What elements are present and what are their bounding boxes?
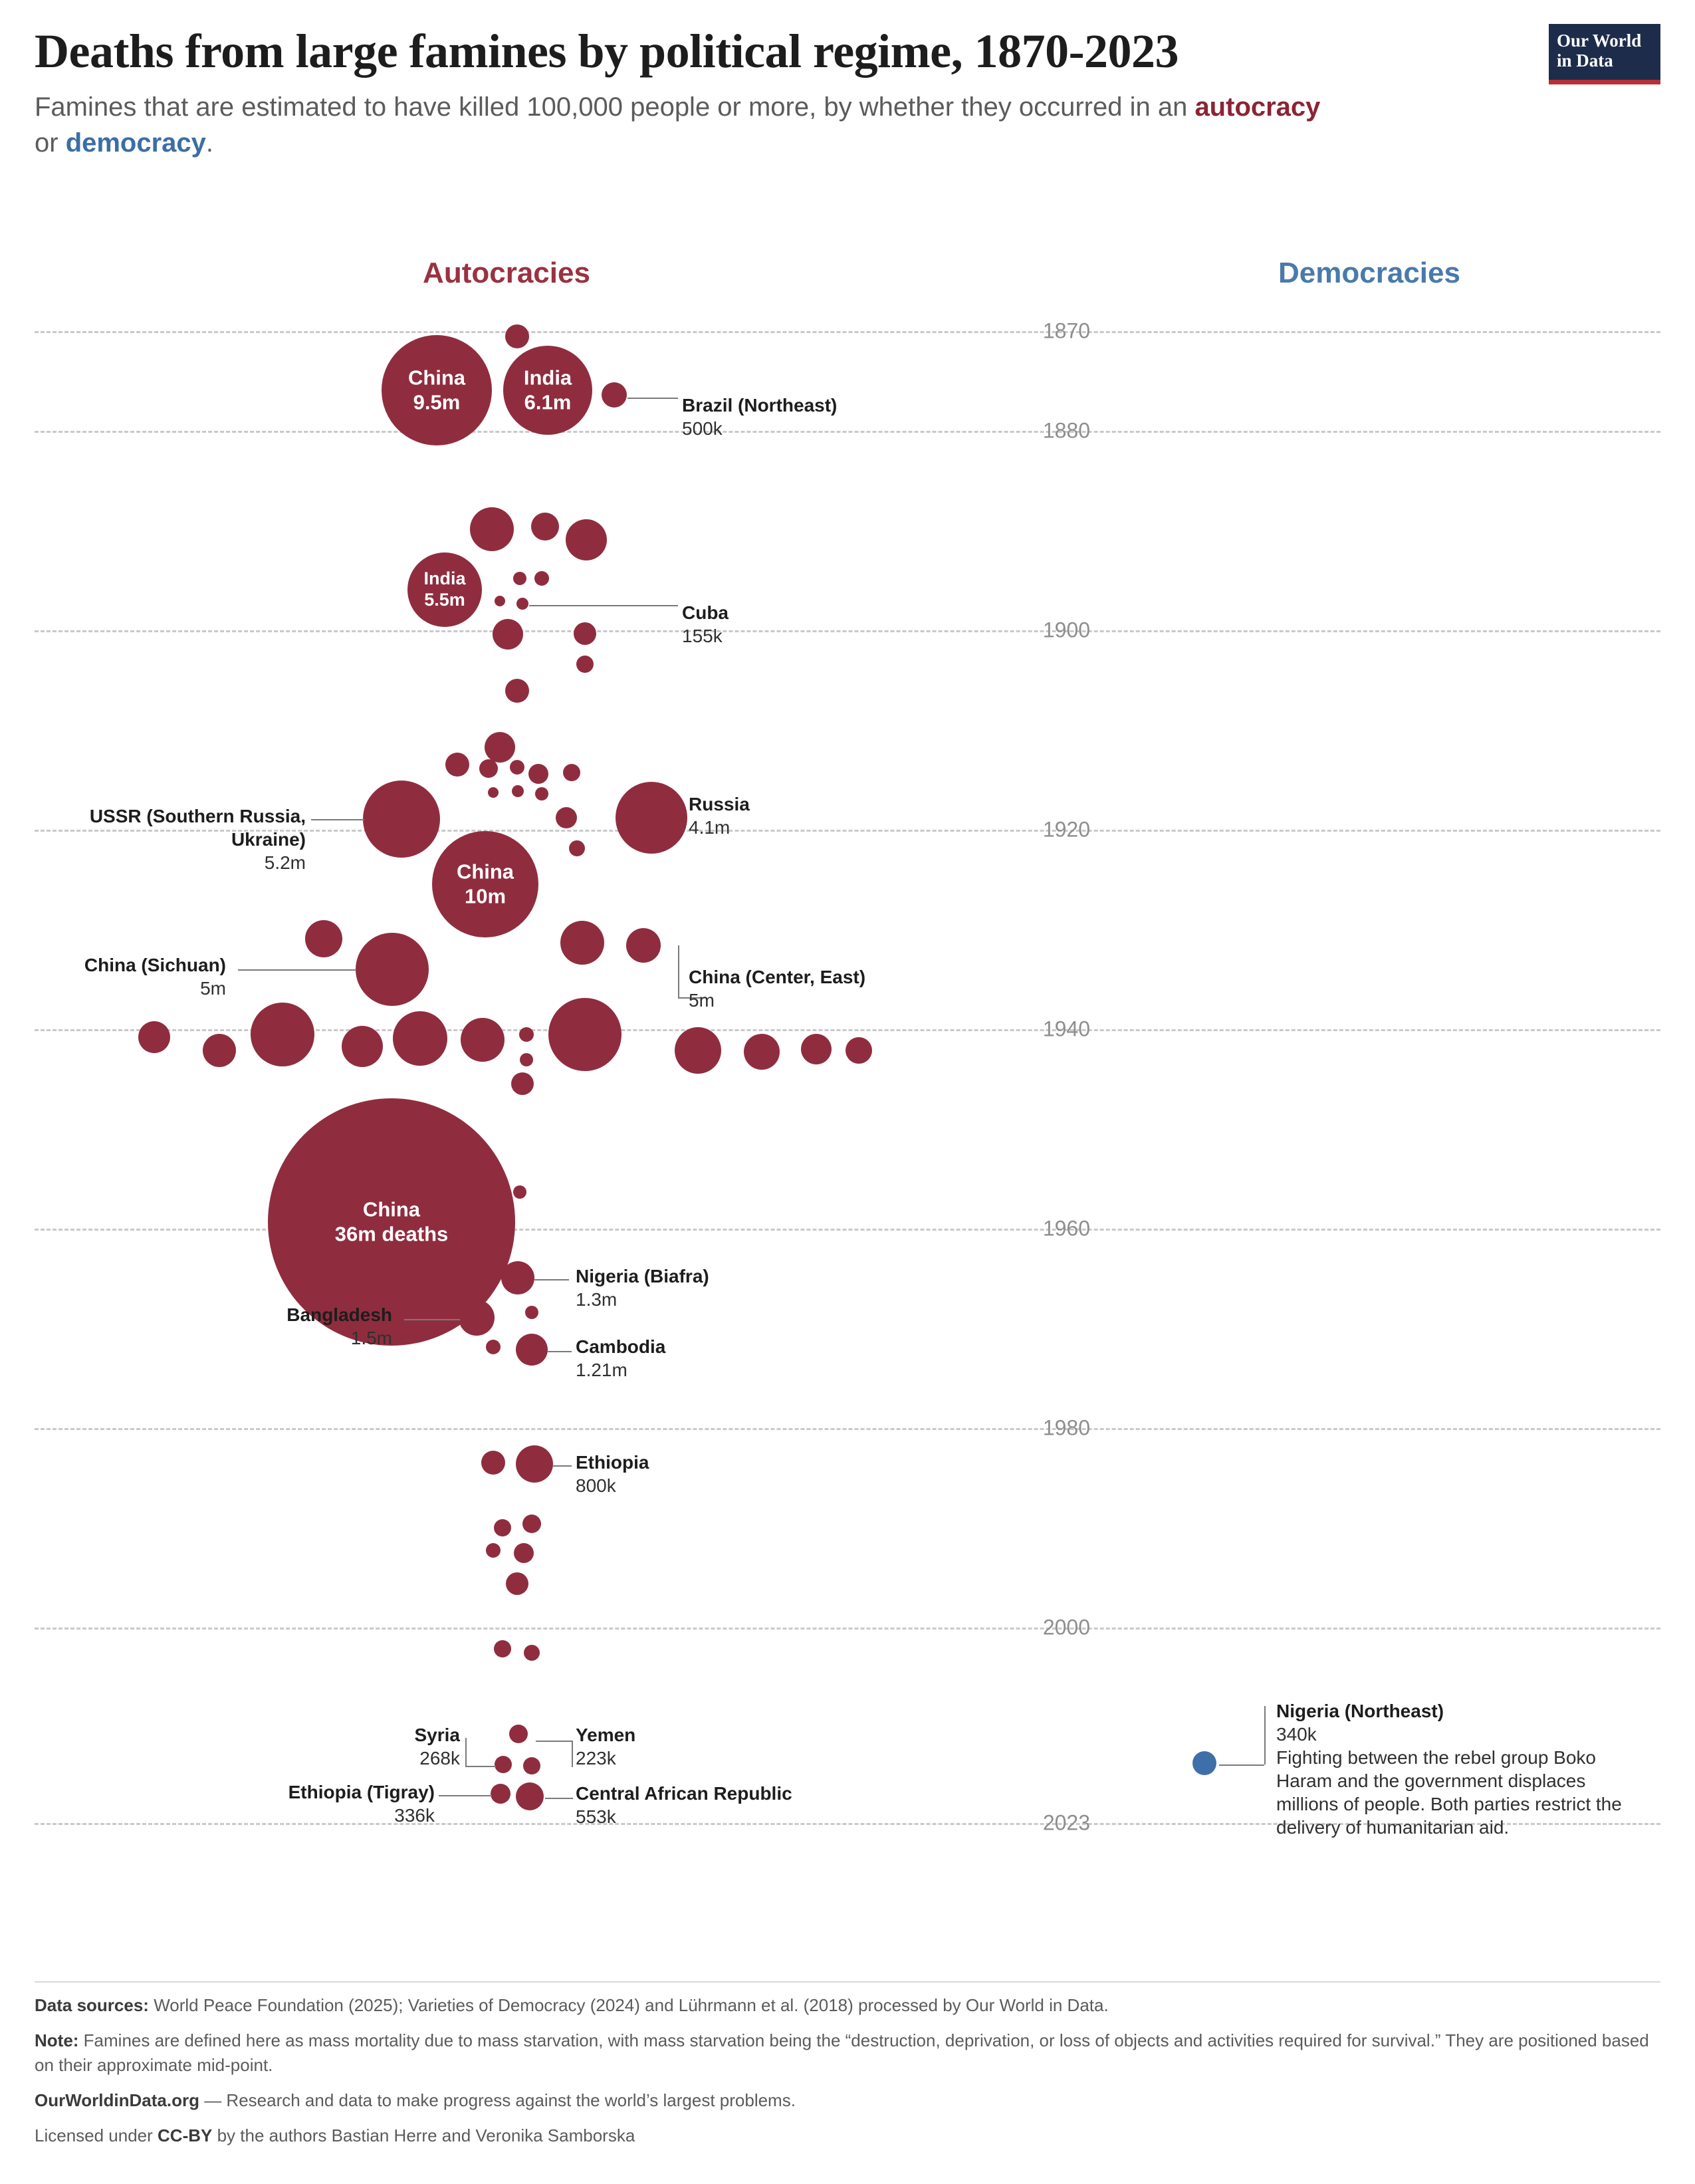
leader-line <box>627 398 678 399</box>
callout-value: 553k <box>576 1806 616 1827</box>
leader-line <box>404 1319 460 1320</box>
bubble-famine-ethiopia[interactable] <box>516 1445 553 1483</box>
gridline-2000 <box>35 1628 1660 1630</box>
gridline-1980 <box>35 1428 1660 1430</box>
footer-sources-label: Data sources: <box>35 1995 149 2015</box>
bubble-famine-yemen[interactable] <box>523 1757 540 1774</box>
callout-name: Yemen <box>576 1725 636 1745</box>
bubble-inline-name: China <box>407 366 466 390</box>
axis-tick-1980: 1980 <box>1042 1415 1090 1440</box>
footer-note <box>35 2028 1660 2078</box>
axis-tick-1920: 1920 <box>1042 817 1090 842</box>
bubble-famine-india-1896[interactable] <box>407 552 482 627</box>
subtitle-period: . <box>205 128 214 158</box>
bubble-famine[interactable] <box>511 1072 534 1095</box>
callout-description: Fighting between the rebel group Boko Haram and the government displaces millions of people. Both parties restrict the delivery of humanitarian aid. <box>1276 1747 1622 1838</box>
callout-value: 5m <box>200 978 226 999</box>
bubble-inline-name: India <box>523 366 572 390</box>
subtitle-autocracy: autocracy <box>1194 92 1321 122</box>
bubble-famine[interactable] <box>569 840 585 856</box>
bubble-famine[interactable] <box>488 787 499 798</box>
callout-central-african-republic <box>576 1782 792 1828</box>
column-heading-democracies: Democracies <box>1278 257 1460 289</box>
footer-note-label: Note: <box>35 2030 79 2050</box>
leader-line <box>545 1798 573 1799</box>
callout-name: Ethiopia (Tigray) <box>288 1782 435 1802</box>
leader-line-vertical <box>465 1738 467 1766</box>
axis-tick-2023: 2023 <box>1042 1810 1090 1835</box>
callout-value: 5m <box>689 990 715 1011</box>
leader-line-vertical <box>1264 1706 1266 1764</box>
leader-line <box>1219 1764 1264 1766</box>
footer-license-cc[interactable]: CC-BY <box>158 2125 213 2145</box>
gridline-1900 <box>35 630 1660 632</box>
gridline-1880 <box>35 431 1660 433</box>
bubble-famine[interactable] <box>138 1021 170 1053</box>
bubble-famine-india-1876[interactable] <box>503 346 592 435</box>
callout-name: Russia <box>689 794 750 814</box>
bubble-inline-name: India <box>423 568 466 589</box>
callout-china-center-east <box>689 965 865 1012</box>
footer-license <box>35 2123 1660 2148</box>
bubble-famine[interactable] <box>801 1034 832 1064</box>
bubble-famine[interactable] <box>505 324 529 348</box>
owid-logo-line1: Our World <box>1557 31 1642 51</box>
callout-cambodia <box>576 1335 665 1382</box>
callout-china-sichuan <box>27 953 226 1000</box>
bubble-famine[interactable] <box>744 1034 780 1070</box>
bubble-inline-value: 9.5m <box>413 390 461 414</box>
bubble-famine-central-african-republic[interactable] <box>516 1782 544 1810</box>
bubble-inline-value: 5.5m <box>424 590 465 610</box>
footer-sources <box>35 1993 1660 2018</box>
leader-line <box>534 1279 569 1280</box>
bubble-famine[interactable] <box>509 1725 528 1743</box>
footer-owid-text: — Research and data to make progress against the world’s largest problems. <box>199 2090 796 2110</box>
footer-sources-text: World Peace Foundation (2025); Varieties of Democracy (2024) and Lührmann et al. (2018) processed by Our World in Data. <box>148 1995 1109 2015</box>
leader-line <box>548 1351 572 1352</box>
axis-tick-1940: 1940 <box>1042 1017 1090 1041</box>
bubble-famine[interactable] <box>461 1018 505 1062</box>
bubble-inline-name: China <box>456 860 514 884</box>
footer-note-text: Famines are defined here as mass mortality due to mass starvation, with mass starvation being the “destruction, deprivation, or loss of objects and activities required for survival.” They are positioned based on their approximate mid-point. <box>35 2030 1649 2075</box>
bubble-famine-china-1876[interactable] <box>382 335 492 445</box>
bubble-famine[interactable] <box>342 1026 383 1067</box>
subtitle-or: or <box>35 128 66 158</box>
bubble-inline-value: 36m deaths <box>334 1222 449 1245</box>
callout-nigeria-northeast <box>1276 1699 1635 1839</box>
bubble-famine[interactable] <box>393 1011 447 1066</box>
callout-nigeria-biafra <box>576 1265 709 1311</box>
bubble-famine[interactable] <box>203 1034 236 1067</box>
callout-name: China (Center, East) <box>689 967 866 987</box>
callout-name: Nigeria (Northeast) <box>1276 1701 1444 1721</box>
bubble-famine-cambodia[interactable] <box>516 1334 548 1366</box>
callout-yemen <box>576 1723 635 1770</box>
callout-name: Cuba <box>682 602 729 623</box>
callout-value: 800k <box>576 1475 616 1496</box>
bubble-famine[interactable] <box>479 759 498 778</box>
callout-name: Ethiopia <box>576 1452 649 1473</box>
bubble-famine[interactable] <box>494 1640 511 1657</box>
callout-cuba <box>682 601 729 648</box>
callout-value: 336k <box>394 1805 435 1826</box>
callout-name: China (Sichuan) <box>84 955 226 975</box>
bubble-famine-china-1928[interactable] <box>432 831 538 937</box>
bubble-famine[interactable] <box>525 1306 538 1319</box>
leader-line <box>529 605 678 606</box>
bubble-famine-bangladesh[interactable] <box>459 1300 495 1336</box>
bubble-famine[interactable] <box>535 787 548 800</box>
bubble-famine-nigeria-northeast[interactable] <box>1192 1751 1216 1775</box>
callout-value: 340k <box>1276 1724 1317 1745</box>
bubble-famine[interactable] <box>519 1027 534 1042</box>
footer-owid <box>35 2088 1660 2113</box>
axis-tick-2000: 2000 <box>1042 1615 1090 1639</box>
bubble-famine[interactable] <box>520 1053 533 1066</box>
bubble-famine[interactable] <box>566 519 607 560</box>
bubble-famine[interactable] <box>531 513 559 541</box>
bubble-inline-value: 10m <box>464 884 507 908</box>
bubble-famine[interactable] <box>494 1519 511 1536</box>
leader-line <box>311 819 364 820</box>
callout-ethiopia <box>576 1451 649 1497</box>
chart-header <box>35 27 1660 161</box>
axis-tick-1870: 1870 <box>1042 318 1090 343</box>
chart-subtitle <box>35 89 1331 161</box>
bubble-famine-nigeria-biafra[interactable] <box>501 1261 534 1294</box>
callout-name: Brazil (Northeast) <box>682 395 838 416</box>
callout-name: Cambodia <box>576 1336 666 1357</box>
axis-tick-1880: 1880 <box>1042 418 1090 443</box>
bubble-famine[interactable] <box>510 760 524 775</box>
footer-license-pre: Licensed under <box>35 2125 158 2145</box>
leader-line <box>439 1795 492 1796</box>
callout-name: Central African Republic <box>576 1783 792 1804</box>
bubble-famine[interactable] <box>576 656 594 673</box>
leader-line <box>238 969 356 971</box>
bubble-famine[interactable] <box>513 1185 526 1199</box>
column-heading-autocracies: Autocracies <box>423 257 590 289</box>
footer-license-post: by the authors Bastian Herre and Veronika Samborska <box>212 2125 635 2145</box>
owid-logo <box>1549 24 1660 84</box>
callout-value: 268k <box>419 1748 460 1768</box>
footer-divider <box>35 1981 1660 1983</box>
gridline-1870 <box>35 331 1660 333</box>
bubble-famine[interactable] <box>528 764 548 784</box>
bubble-famine[interactable] <box>524 1645 540 1661</box>
bubble-famine[interactable] <box>481 1451 505 1475</box>
bubble-famine[interactable] <box>486 1543 501 1558</box>
bubble-famine-china-center-east[interactable] <box>626 928 661 963</box>
callout-value: 1.5m <box>350 1328 392 1348</box>
bubble-famine[interactable] <box>445 753 469 777</box>
footer-owid-label[interactable]: OurWorldinData.org <box>35 2090 199 2110</box>
callout-value: 500k <box>682 418 723 439</box>
bubble-famine[interactable] <box>485 732 515 763</box>
callout-value: 1.21m <box>576 1360 627 1380</box>
bubble-famine-russia[interactable] <box>616 782 687 854</box>
bubble-famine[interactable] <box>470 507 514 551</box>
bubble-famine[interactable] <box>522 1515 541 1533</box>
leader-line-vertical <box>678 945 679 997</box>
leader-line-vertical <box>572 1741 573 1767</box>
axis-tick-1900: 1900 <box>1042 618 1090 642</box>
bubble-inline-name: China <box>362 1197 421 1221</box>
bubble-famine[interactable] <box>548 998 622 1071</box>
callout-bangladesh <box>133 1303 392 1350</box>
callout-name: Nigeria (Biafra) <box>576 1266 709 1286</box>
callout-value: 5.2m <box>264 852 306 873</box>
callout-name: USSR (Southern Russia, Ukraine) <box>89 806 306 850</box>
owid-logo-line2: in Data <box>1557 51 1613 71</box>
bubble-famine[interactable] <box>305 920 342 957</box>
page-title: Deaths from large famines by political regime, 1870-2023 <box>35 25 1179 78</box>
callout-name: Syria <box>414 1725 460 1745</box>
axis-tick-1960: 1960 <box>1042 1216 1090 1241</box>
subtitle-democracy: democracy <box>65 128 206 158</box>
bubble-famine-ussr[interactable] <box>363 781 440 858</box>
bubble-famine[interactable] <box>495 596 505 606</box>
bubble-famine[interactable] <box>513 572 526 585</box>
leader-line <box>536 1741 572 1742</box>
callout-value: 223k <box>576 1748 616 1768</box>
callout-russia <box>689 792 750 839</box>
leader-line <box>553 1465 572 1467</box>
bubble-famine[interactable] <box>505 679 529 703</box>
bubble-famine[interactable] <box>560 921 604 965</box>
subtitle-part1: Famines that are estimated to have killed 100,000 people or more, by whether they occurred in an <box>35 92 1195 122</box>
bubble-famine[interactable] <box>534 571 549 586</box>
bubble-famine-syria[interactable] <box>495 1756 512 1773</box>
bubble-famine[interactable] <box>514 1543 534 1563</box>
callout-syria <box>286 1723 460 1770</box>
chart-footer <box>35 1981 1660 2148</box>
chart-plot-area <box>0 219 1695 1875</box>
callout-value: 155k <box>682 626 723 646</box>
callout-name: Bangladesh <box>286 1304 392 1325</box>
bubble-famine-cuba[interactable] <box>516 598 528 610</box>
bubble-inline-value: 6.1m <box>524 390 572 414</box>
bubble-famine-brazil-northeast[interactable] <box>602 382 627 408</box>
bubble-famine[interactable] <box>574 622 596 645</box>
bubble-famine[interactable] <box>675 1027 721 1074</box>
bubble-famine-china-sichuan[interactable] <box>356 933 429 1006</box>
callout-ussr <box>27 804 306 874</box>
callout-brazil-northeast <box>682 394 837 440</box>
callout-value: 1.3m <box>576 1289 618 1310</box>
bubble-famine[interactable] <box>512 785 524 797</box>
bubble-famine[interactable] <box>493 619 523 650</box>
leader-line <box>465 1766 496 1767</box>
bubble-famine[interactable] <box>506 1572 528 1595</box>
bubble-famine[interactable] <box>563 764 580 781</box>
bubble-famine[interactable] <box>556 807 577 828</box>
bubble-famine[interactable] <box>251 1003 314 1066</box>
bubble-famine[interactable] <box>486 1340 501 1354</box>
bubble-famine[interactable] <box>846 1037 872 1064</box>
callout-value: 4.1m <box>689 817 731 838</box>
callout-ethiopia-tigray <box>259 1780 435 1827</box>
bubble-famine-ethiopia-tigray[interactable] <box>491 1784 510 1804</box>
